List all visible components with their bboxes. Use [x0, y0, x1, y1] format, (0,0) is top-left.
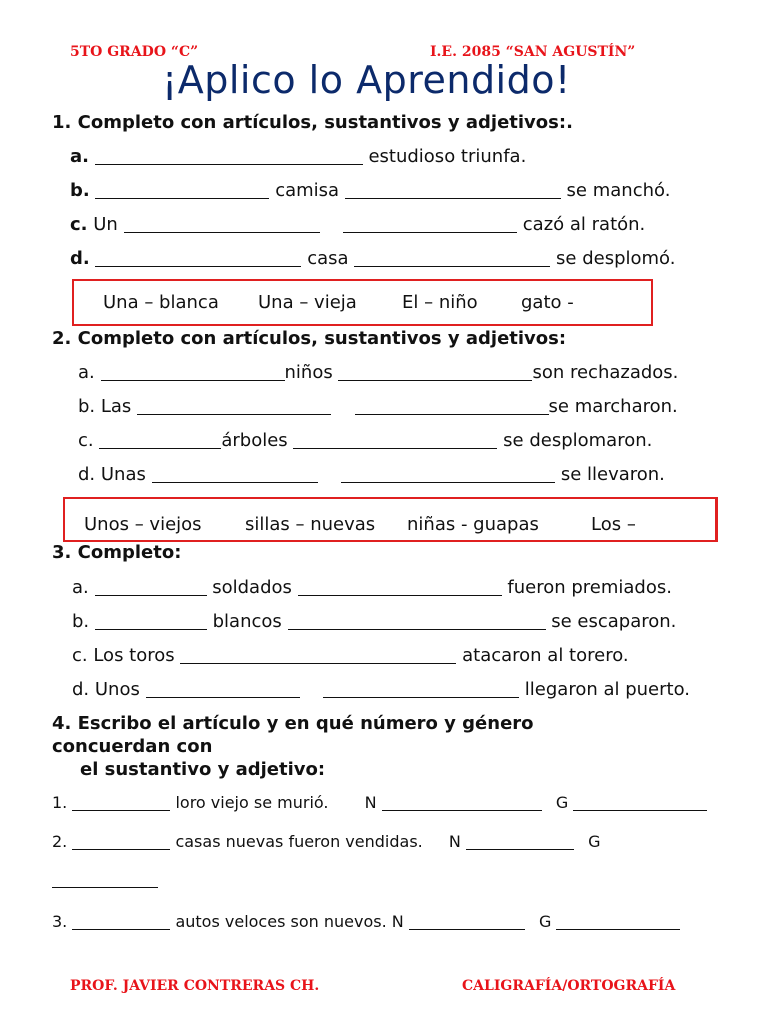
q1-a-letter: a.	[70, 146, 89, 167]
q3-heading: 3. Completo:	[52, 542, 182, 563]
q1-a-text: estudioso triunfa.	[368, 146, 527, 167]
page-title: ¡Aplico lo Aprendido!	[162, 58, 571, 102]
q2-line-c	[78, 430, 652, 451]
q2-option-2: sillas – nuevas	[245, 514, 376, 535]
q1-option-3: El – niño	[402, 292, 478, 313]
q2-a-text-2: son rechazados.	[532, 362, 679, 383]
q1-option-2: Una – vieja	[258, 292, 357, 313]
q3-b-text-1: blancos	[212, 611, 282, 632]
q4-i2-article-blank[interactable]	[72, 831, 170, 850]
q3-line-d	[72, 679, 690, 700]
q2-c-text-2: se desplomaron.	[503, 430, 653, 451]
q2-option-3: niñas - guapas	[407, 514, 539, 535]
q4-heading-line-2: concuerdan con	[52, 736, 213, 757]
q4-i1-gender-blank[interactable]	[573, 792, 707, 811]
q2-a-blank-2[interactable]	[338, 362, 532, 381]
q4-item-1	[52, 792, 707, 812]
q3-d-text: llegaron al puerto.	[524, 679, 690, 700]
q3-line-a	[72, 577, 672, 598]
q1-c-letter: c.	[70, 214, 88, 235]
q2-line-d	[78, 464, 665, 485]
q4-i2-number: 2.	[52, 832, 68, 851]
q2-line-a	[78, 362, 678, 383]
q1-c-text: cazó al ratón.	[522, 214, 646, 235]
q3-b-letter: b.	[72, 611, 90, 632]
q2-a-text-1: niños	[284, 362, 333, 383]
q1-b-text-1: camisa	[275, 180, 340, 201]
q4-i3-gender-blank[interactable]	[556, 911, 680, 930]
q2-d-blank-1[interactable]	[152, 464, 318, 483]
q3-c-blank[interactable]	[180, 645, 456, 664]
q2-b-blank-1[interactable]	[137, 396, 331, 415]
q3-b-blank-1[interactable]	[95, 611, 207, 630]
q4-i3-text: autos veloces son nuevos. N	[175, 912, 404, 931]
q3-b-blank-2[interactable]	[288, 611, 546, 630]
q4-i1-text: loro viejo se murió.	[175, 793, 329, 812]
q2-b-text: se marcharon.	[548, 396, 678, 417]
q3-c-text: atacaron al torero.	[462, 645, 629, 666]
q3-b-text-2: se escaparon.	[551, 611, 677, 632]
q1-b-letter: b.	[70, 180, 90, 201]
q1-d-text-2: se desplomó.	[556, 248, 676, 269]
q1-d-text-1: casa	[307, 248, 349, 269]
q4-i3-number: 3.	[52, 912, 68, 931]
q1-d-blank-2[interactable]	[354, 248, 550, 267]
q4-i2-text: casas nuevas fueron vendidas.	[175, 832, 423, 851]
q3-a-text-2: fueron premiados.	[507, 577, 672, 598]
q1-c-article: Un	[93, 214, 118, 235]
q3-a-blank-2[interactable]	[298, 577, 502, 596]
q1-a-blank[interactable]	[95, 146, 363, 165]
q4-i1-number-blank[interactable]	[382, 792, 542, 811]
q3-line-c	[72, 645, 629, 666]
q1-d-blank-1[interactable]	[95, 248, 301, 267]
q1-c-blank-1[interactable]	[124, 214, 320, 233]
q3-d-blank-2[interactable]	[323, 679, 519, 698]
q2-c-letter: c.	[78, 430, 94, 451]
q3-a-blank-1[interactable]	[95, 577, 207, 596]
q1-option-4: gato -	[521, 292, 574, 313]
q1-word-bank	[72, 279, 653, 326]
q1-b-blank-2[interactable]	[345, 180, 561, 199]
q2-a-blank-1[interactable]	[101, 362, 285, 381]
q4-i1-article-blank[interactable]	[72, 792, 170, 811]
q3-line-b	[72, 611, 676, 632]
q3-d-article: d. Unos	[72, 679, 140, 700]
q1-c-blank-2[interactable]	[343, 214, 517, 233]
q4-i3-g-label: G	[538, 912, 552, 931]
q1-line-a	[70, 146, 526, 167]
q2-option-4: Los –	[591, 514, 636, 535]
q4-i2-n-label: N	[448, 832, 461, 851]
q1-line-c	[70, 214, 645, 235]
grade-label: 5TO GRADO “C”	[70, 44, 199, 60]
q2-a-letter: a.	[78, 362, 95, 383]
q2-c-blank-1[interactable]	[99, 430, 221, 449]
q1-d-letter: d.	[70, 248, 90, 269]
q4-i3-number-blank[interactable]	[409, 911, 525, 930]
q4-heading-line-1: 4. Escribo el artículo y en qué número y género	[52, 713, 534, 734]
q1-line-d	[70, 248, 675, 269]
q3-a-letter: a.	[72, 577, 89, 598]
footer-subject: CALIGRAFÍA/ORTOGRAFÍA	[462, 978, 676, 994]
q2-heading: 2. Completo con artículos, sustantivos y adjetivos:	[52, 328, 567, 349]
q4-i1-g-label: G	[555, 793, 569, 812]
q2-b-article: b. Las	[78, 396, 132, 417]
footer-teacher: PROF. JAVIER CONTRERAS CH.	[70, 978, 320, 994]
q3-d-blank-1[interactable]	[146, 679, 300, 698]
q4-i1-n-label: N	[364, 793, 377, 812]
q4-i1-number: 1.	[52, 793, 68, 812]
q4-i2-g-label: G	[588, 832, 601, 851]
q4-item-3	[52, 911, 680, 931]
q1-b-text-2: se manchó.	[566, 180, 671, 201]
q2-c-text-1: árboles	[221, 430, 288, 451]
q2-d-blank-2[interactable]	[341, 464, 555, 483]
q1-b-blank-1[interactable]	[95, 180, 269, 199]
q1-heading: 1. Completo con artículos, sustantivos y adjetivos:.	[52, 112, 573, 133]
q4-item-2	[52, 831, 601, 851]
q4-i2-number-blank[interactable]	[466, 831, 574, 850]
q2-c-blank-2[interactable]	[293, 430, 497, 449]
q1-option-1: Una – blanca	[103, 292, 219, 313]
q2-line-b	[78, 396, 678, 417]
school-label: I.E. 2085 “SAN AGUSTÍN”	[430, 44, 636, 60]
q2-b-blank-2[interactable]	[355, 396, 549, 415]
q2-d-text: se llevaron.	[560, 464, 665, 485]
q2-option-1: Unos – viejos	[84, 514, 202, 535]
q2-word-bank	[63, 497, 718, 542]
q3-c-subject: c. Los toros	[72, 645, 175, 666]
q1-line-b	[70, 180, 670, 201]
q3-a-text-1: soldados	[212, 577, 292, 598]
q4-i2-gender-blank[interactable]	[52, 887, 158, 888]
q4-i3-article-blank[interactable]	[72, 911, 170, 930]
q2-d-article: d. Unas	[78, 464, 146, 485]
q4-heading-line-3: el sustantivo y adjetivo:	[80, 759, 326, 780]
